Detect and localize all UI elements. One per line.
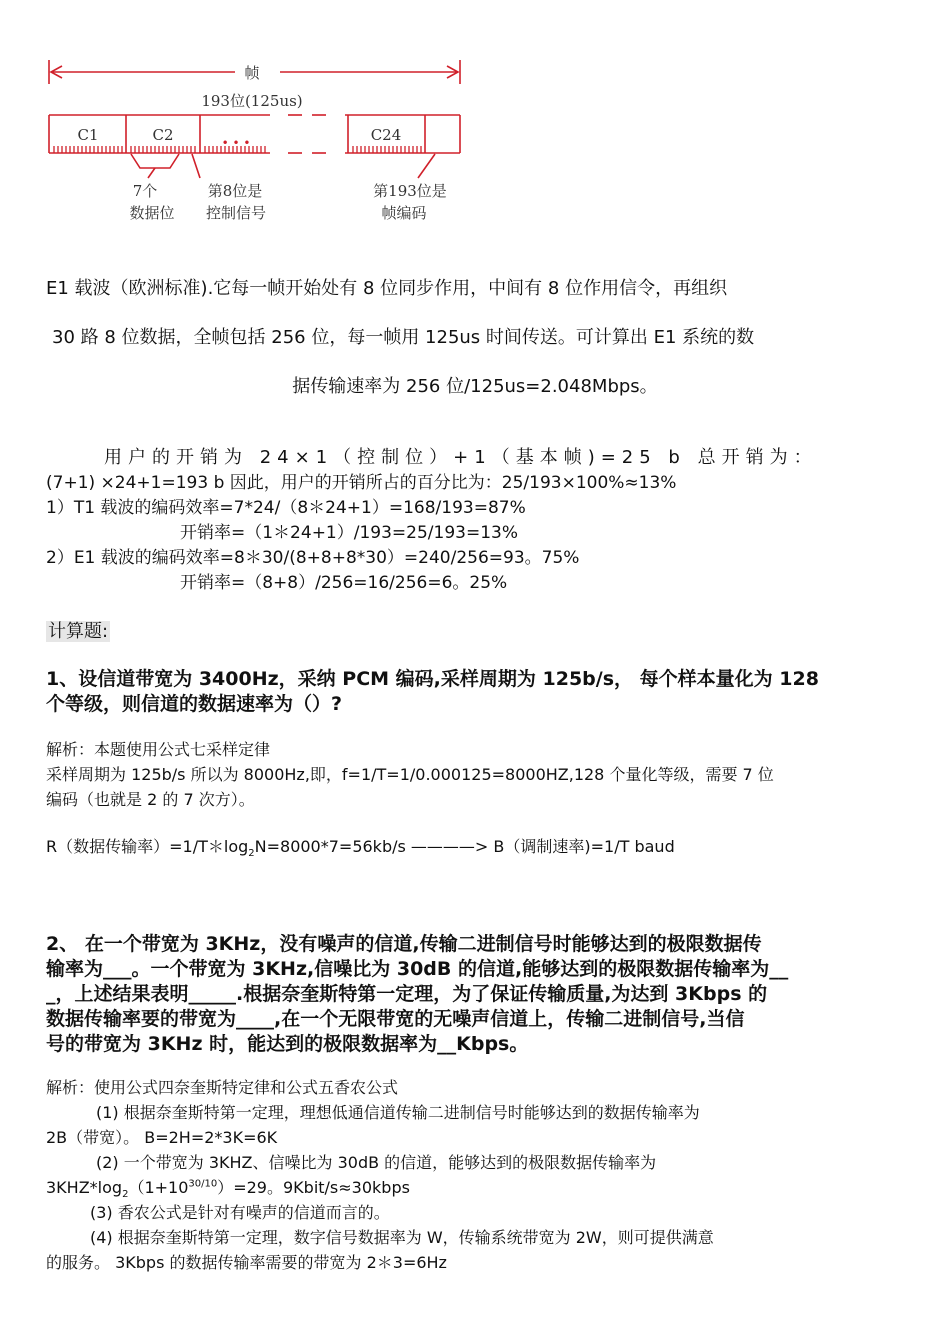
answer-2-line: 2B（带宽）。 B=2H=2*3K=6K [46,1128,278,1147]
answer-1-formula: R（数据传输率）$=1/T*\log_2N=8000*7=56kb/s$ ————> B（调制速率)=1/T baud [46,837,675,860]
frame-label: 帧 [244,64,260,82]
note-frame-bit: 第193位是 [373,182,447,200]
e1-efficiency: 2）E1 载波的编码效率=8＊30/(8+8+8*30）=240/256=93。75% [46,548,580,568]
answer-2-line: (3) 香农公式是针对有噪声的信道而言的。 [90,1203,390,1222]
t1-overhead-rate: 开销率=（1＊24+1）/193=25/193=13% [180,523,519,543]
bits-label: 193位(125us) [201,92,303,110]
cell-label: C1 [77,126,99,144]
answer-2-line: (4) 根据奈奎斯特第一定理，数字信号数据率为 W，传输系统带宽为 2W，则可提供满意 [90,1228,714,1247]
t1-frame-diagram [40,50,480,230]
e1-paragraph-line: E1 载波（欧洲标准).它每一帧开始处有 8 位同步作用，中间有 8 位作用信令，再组织 [46,278,728,299]
answer-2-line: (2) 一个带宽为 3KHZ、信噪比为 30dB 的信道，能够达到的极限数据传输率为 [96,1153,657,1172]
note-control-bit: 控制信号 [205,204,267,222]
note-data-bits: 7个 [132,182,158,200]
overhead-line: (7+1) ×24+1=193 b 因此，用户的开销所占的百分比为：25/193×100%≈13% [46,473,677,493]
e1-paragraph-line: 30 路 8 位数据，全帧包括 256 位，每一帧用 125us 时间传送。可计算出 E1 系统的数 [52,327,755,348]
note-frame-bit: 帧编码 [381,204,427,222]
e1-overhead-rate: 开销率=（8+8）/256=16/256=6。25% [180,573,508,593]
cell-label: C24 [370,126,402,144]
note-data-bits: 数据位 [129,204,175,222]
overhead-line: 用户的开销为 24×1（控制位）+1（基本帧)=25 b 总开销为： [104,447,818,468]
question-1-line: 个等级，则信道的数据速率为（）? [46,693,343,715]
question-2-line: 数据传输率要的带宽为____,在一个无限带宽的无噪声信道上，传输二进制信号,当信 [46,1008,745,1030]
answer-1-line: 采样周期为 125b/s 所以为 8000Hz,即，f=1/T=1/0.000125=8000HZ,128 个量化等级，需要 7 位 [46,765,774,784]
question-1-line: 1、设信道带宽为 3400Hz，采纳 PCM 编码,采样周期为 125b/s， 每个样本量化为 128 [46,668,819,690]
question-2-line: 2、 在一个带宽为 3KHz，没有噪声的信道,传输二进制信号时能够达到的极限数据传 [46,933,762,955]
answer-2-line: (1) 根据奈奎斯特第一定理，理想低通信道传输二进制信号时能够达到的数据传输率为 [96,1103,700,1122]
section-title: 计算题: [48,621,109,642]
answer-2-line: 解析：使用公式四奈奎斯特定律和公式五香农公式 [46,1078,399,1097]
answer-2-line: 的服务。 3Kbps 的数据传输率需要的带宽为 2＊3=6Hz [46,1253,447,1272]
question-2-line: 输率为___。一个带宽为 3KHz,信噪比为 30dB 的信道,能够达到的极限数据传输率为__ [46,958,789,980]
cell-ellipsis: • • • [221,136,251,150]
note-control-bit: 第8位是 [207,182,263,200]
e1-paragraph-line: 据传输速率为 256 位/125us=2.048Mbps。 [292,376,658,397]
question-2-line: _，上述结果表明_____.根据奈奎斯特第一定理，为了保证传输质量,为达到 3Kbps 的 [46,983,768,1005]
answer-2-formula: $3KHZ*\log_2(1+10^{30/10})=29$。9Kbit/s≈30kbps [46,1178,410,1201]
cell-label: C2 [152,126,174,144]
answer-1-line: 解析：本题使用公式七采样定律 [46,740,271,759]
answer-1-line: 编码（也就是 2 的 7 次方）。 [46,790,255,809]
question-2-line: 号的带宽为 3KHz 时，能达到的极限数据率为__Kbps。 [46,1033,529,1055]
t1-efficiency: 1）T1 载波的编码效率=7*24/（8＊24+1）=168/193=87% [46,498,526,518]
